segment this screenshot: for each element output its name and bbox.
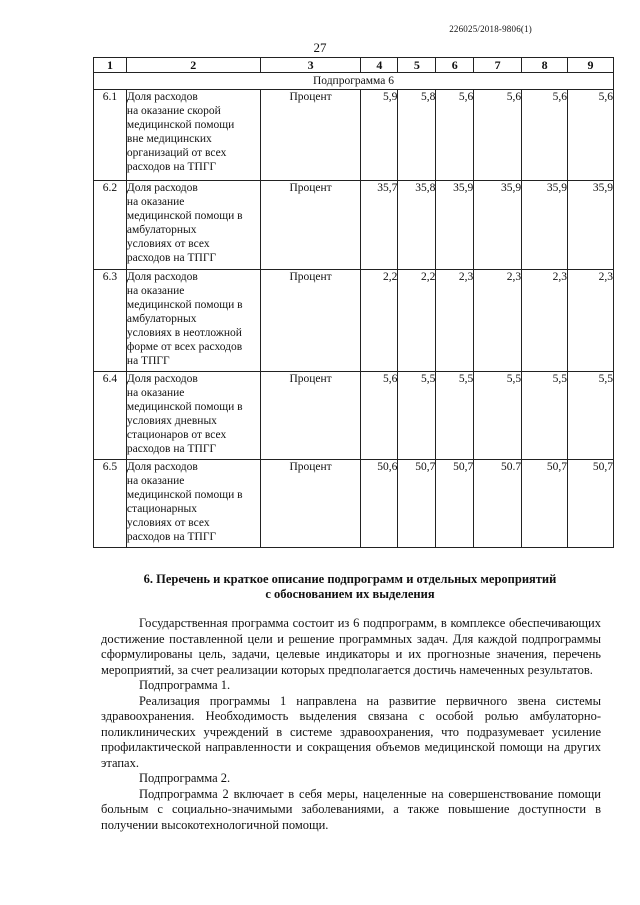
paragraph: Подпрограмма 2. <box>139 771 231 785</box>
indicator-name-line: расходов на ТПГГ <box>126 443 217 455</box>
indicator-name-line: условиях от всех <box>126 238 210 250</box>
indicator-name-line: расходов на ТПГГ <box>126 531 217 543</box>
value-cell: 50,7 <box>522 460 568 548</box>
value-cell: 50,6 <box>361 460 398 548</box>
value-cell: 35,8 <box>398 181 436 270</box>
value-cell: 50.7 <box>474 460 522 548</box>
value-cell: 5,5 <box>568 372 614 460</box>
value-cell: 2,2 <box>361 270 398 372</box>
indicator-name-line: на оказание <box>126 475 185 487</box>
value-cell: 5,5 <box>474 372 522 460</box>
table-row <box>94 181 614 270</box>
indicator-name-line: вне медицинских <box>126 133 212 145</box>
value-cell: 35,7 <box>361 181 398 270</box>
unit-cell: Процент <box>260 270 361 372</box>
column-header: 7 <box>474 58 522 73</box>
page-number: 27 <box>313 40 327 55</box>
value-cell: 5,9 <box>361 90 398 181</box>
paragraph: Подпрограмма 2 включает в себя меры, нацеленные на совершенствование помощи больным с социально-значимыми заболеваниями, а также повышение доступности в получении высокотехнологичной помощи. <box>101 786 601 832</box>
value-cell: 50,7 <box>398 460 436 548</box>
column-header: 1 <box>94 58 127 73</box>
indicator-name-line: на оказание скорой <box>126 105 221 117</box>
value-cell: 35,9 <box>436 181 474 270</box>
column-header: 8 <box>522 58 568 73</box>
table-header-row <box>94 58 614 73</box>
table-row <box>94 270 614 372</box>
indicator-name-line: организаций от всех <box>126 147 227 159</box>
indicator-name-line: на оказание <box>126 196 185 208</box>
value-cell: 5,6 <box>361 372 398 460</box>
unit-cell: Процент <box>260 460 361 548</box>
indicator-name-line: Доля расходов <box>126 373 198 385</box>
value-cell: 5,6 <box>568 90 614 181</box>
indicator-name-line: медицинской помощи в <box>126 299 243 311</box>
value-cell: 50,7 <box>436 460 474 548</box>
indicator-name-line: медицинской помощи в <box>126 210 243 222</box>
indicator-name-line: медицинской помощи в <box>126 489 243 501</box>
value-cell: 50,7 <box>568 460 614 548</box>
value-cell: 5,5 <box>436 372 474 460</box>
value-cell: 2,3 <box>436 270 474 372</box>
indicator-name-line: расходов на ТПГГ <box>126 161 217 173</box>
indicator-name <box>126 90 260 181</box>
section-body <box>101 616 601 833</box>
section-heading-line: с обоснованием их выделения <box>265 587 435 601</box>
indicator-name-line: стационаров от всех <box>126 429 227 441</box>
indicator-name-line: медицинской помощи в <box>126 401 243 413</box>
indicator-name-line: расходов на ТПГГ <box>126 252 217 264</box>
indicator-name-line: Доля расходов <box>126 271 198 283</box>
unit-cell: Процент <box>260 372 361 460</box>
column-header: 4 <box>361 58 398 73</box>
column-header: 9 <box>568 58 614 73</box>
value-cell: 2,3 <box>568 270 614 372</box>
indicator-name-line: Доля расходов <box>126 91 198 103</box>
indicator-name-line: стационарных <box>126 503 197 515</box>
row-number: 6.1 <box>94 90 127 181</box>
row-number: 6.3 <box>94 270 127 372</box>
indicator-name-line: на оказание <box>126 387 185 399</box>
indicator-name-line: условиях дневных <box>126 415 217 427</box>
paragraph: Подпрограмма 1. <box>139 678 231 692</box>
indicator-name <box>126 181 260 270</box>
indicator-name-line: медицинской помощи <box>126 119 235 131</box>
value-cell: 35,9 <box>568 181 614 270</box>
indicator-name-line: амбулаторных <box>126 224 197 236</box>
table-row <box>94 460 614 548</box>
indicator-name <box>126 270 260 372</box>
indicator-name-line: Доля расходов <box>126 461 198 473</box>
subprogram-label: Подпрограмма 6 <box>94 73 614 90</box>
indicator-name-line: на ТПГГ <box>126 355 170 367</box>
row-number: 6.4 <box>94 372 127 460</box>
indicator-name-line: амбулаторных <box>126 313 197 325</box>
column-header: 3 <box>260 58 361 73</box>
value-cell: 5,8 <box>398 90 436 181</box>
indicators-table <box>93 57 614 548</box>
section-heading-line: 6. Перечень и краткое описание подпрограмм и отдельных мероприятий <box>143 572 557 586</box>
table-row <box>94 90 614 181</box>
table-row <box>94 372 614 460</box>
column-header: 6 <box>436 58 474 73</box>
value-cell: 2,2 <box>398 270 436 372</box>
value-cell: 5,6 <box>474 90 522 181</box>
document-id: 226025/2018-9806(1) <box>449 24 532 34</box>
indicator-name-line: Доля расходов <box>126 182 198 194</box>
value-cell: 2,3 <box>522 270 568 372</box>
indicator-name-line: условиях от всех <box>126 517 210 529</box>
value-cell: 5,6 <box>522 90 568 181</box>
row-number: 6.5 <box>94 460 127 548</box>
value-cell: 5,5 <box>398 372 436 460</box>
indicator-name <box>126 460 260 548</box>
indicator-name <box>126 372 260 460</box>
value-cell: 5,6 <box>436 90 474 181</box>
value-cell: 5,5 <box>522 372 568 460</box>
paragraph: Государственная программа состоит из 6 подпрограмм, в комплексе обеспечивающих достижение поставленной цели и решение программных задач. Для каждой подпрограммы сформулированы цель, задачи, целевые индикаторы и их прогнозные значения, перечень мероприятий, за счет реализации которых предполагается достичь намеченных результатов. <box>101 616 601 677</box>
paragraph: Реализация программы 1 направлена на развитие первичного звена системы здравоохранения. Необходимость выделения связана с особой ролью амбулаторно-поликлинических учреждений в системе здравоохранения, что подразумевает усиление профилактической направленности и сокращения объемов медицинской помощи на других этапах. <box>101 693 601 770</box>
unit-cell: Процент <box>260 181 361 270</box>
indicator-name-line: на оказание <box>126 285 185 297</box>
row-number: 6.2 <box>94 181 127 270</box>
column-header: 5 <box>398 58 436 73</box>
value-cell: 2,3 <box>474 270 522 372</box>
indicator-name-line: форме от всех расходов <box>126 341 243 353</box>
unit-cell: Процент <box>260 90 361 181</box>
indicator-name-line: условиях в неотложной <box>126 327 242 339</box>
section-heading <box>100 572 600 602</box>
value-cell: 35,9 <box>474 181 522 270</box>
column-header: 2 <box>126 58 260 73</box>
subprogram-row <box>94 73 614 90</box>
value-cell: 35,9 <box>522 181 568 270</box>
